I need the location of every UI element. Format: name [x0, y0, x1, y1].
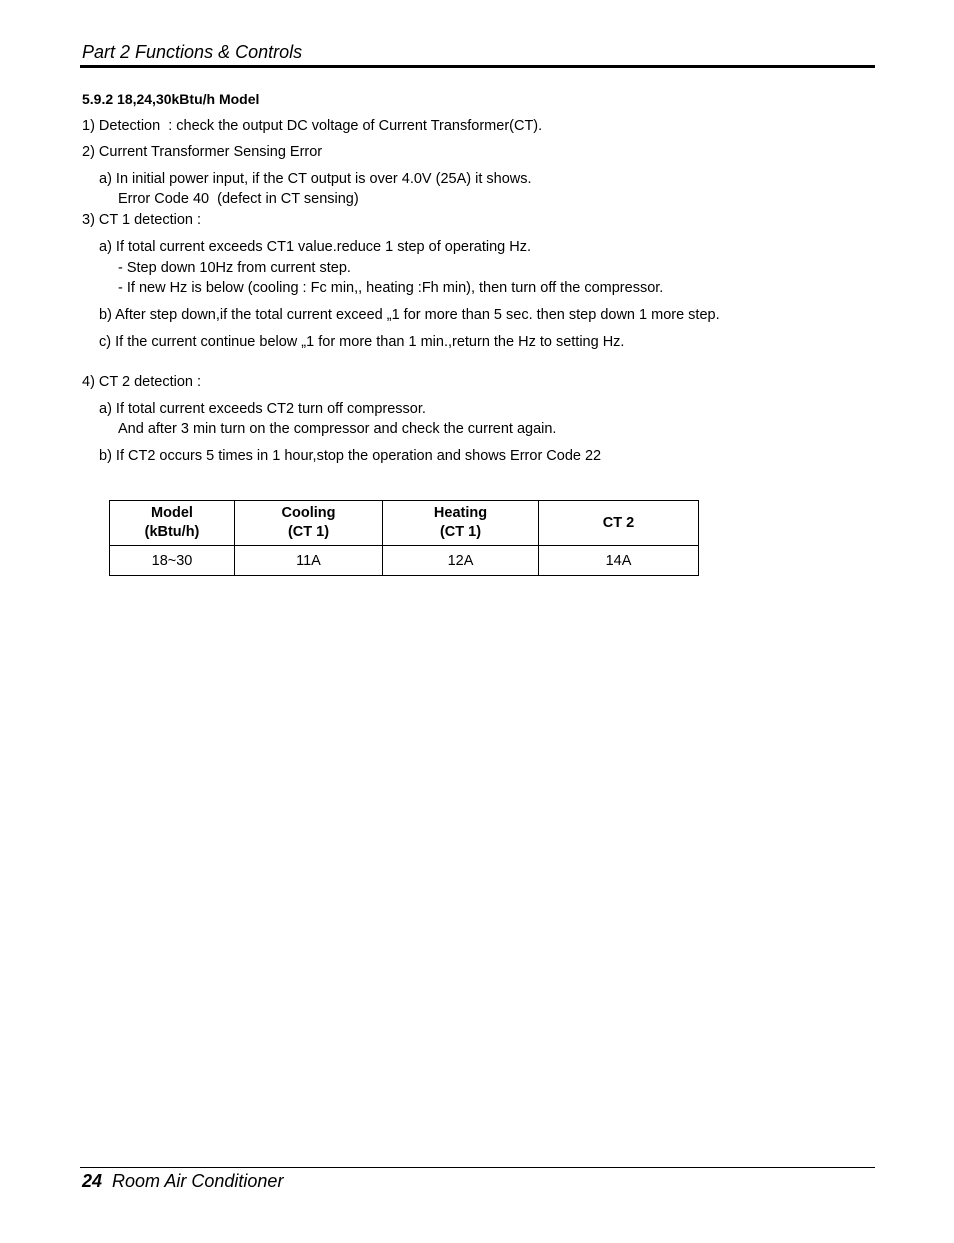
page-number: 24: [82, 1171, 103, 1191]
table-header-row: [110, 501, 699, 546]
text-line-ct1-a: a) If total current exceeds CT1 value.reduce 1 step of operating Hz.: [99, 239, 532, 255]
header-heating-line2: (CT 1): [439, 524, 482, 540]
header-cooling: [235, 501, 383, 546]
page-header-title: Part 2 Functions & Controls: [82, 42, 303, 62]
ct-spec-table: [109, 500, 699, 576]
header-model: [110, 501, 235, 546]
header-ct2: CT 2: [539, 501, 699, 546]
cell-model: 18~30: [110, 546, 235, 576]
cell-heating: 12A: [383, 546, 539, 576]
page-footer: [82, 1171, 283, 1192]
text-line-after-3-min: And after 3 min turn on the compressor and check the current again.: [118, 421, 557, 437]
text-line-initial-power: a) In initial power input, if the CT output is over 4.0V (25A) it shows.: [99, 171, 532, 187]
header-model-line2: (kBtu/h): [144, 524, 200, 540]
footer-title: Room Air Conditioner: [112, 1171, 284, 1191]
text-line-ct1-c: c) If the current continue below „1 for more than 1 min.,return the Hz to setting Hz.: [99, 334, 625, 350]
cell-ct2: 14A: [539, 546, 699, 576]
header-cooling-line1: Cooling: [281, 505, 336, 521]
footer-divider: [80, 1167, 875, 1168]
text-line-ct1-detection: 3) CT 1 detection :: [82, 212, 202, 228]
text-line-ct2-detection: 4) CT 2 detection :: [82, 374, 202, 390]
text-line-detection: 1) Detection : check the output DC voltage of Current Transformer(CT).: [82, 118, 543, 134]
text-line-ct2-b: b) If CT2 occurs 5 times in 1 hour,stop the operation and shows Error Code 22: [99, 448, 602, 464]
text-line-new-hz: - If new Hz is below (cooling : Fc min,, heating :Fh min), then turn off the compressor.: [118, 280, 664, 296]
text-line-step-down: - Step down 10Hz from current step.: [118, 260, 351, 276]
header-cooling-line2: (CT 1): [287, 524, 330, 540]
header-heating: [383, 501, 539, 546]
text-line-ct-sensing-error: 2) Current Transformer Sensing Error: [82, 144, 323, 160]
text-line-ct2-a: a) If total current exceeds CT2 turn off compressor.: [99, 401, 426, 417]
text-line-ct1-b: b) After step down,if the total current exceed „1 for more than 5 sec. then step down 1 more step.: [99, 307, 720, 323]
table-row: [110, 546, 699, 576]
header-model-line1: Model: [151, 505, 193, 521]
header-divider: [80, 65, 875, 68]
text-line-error-code-40: Error Code 40 (defect in CT sensing): [118, 191, 359, 207]
cell-cooling: 11A: [235, 546, 383, 576]
section-heading: 5.9.2 18,24,30kBtu/h Model: [82, 91, 260, 107]
header-heating-line1: Heating: [433, 505, 488, 521]
